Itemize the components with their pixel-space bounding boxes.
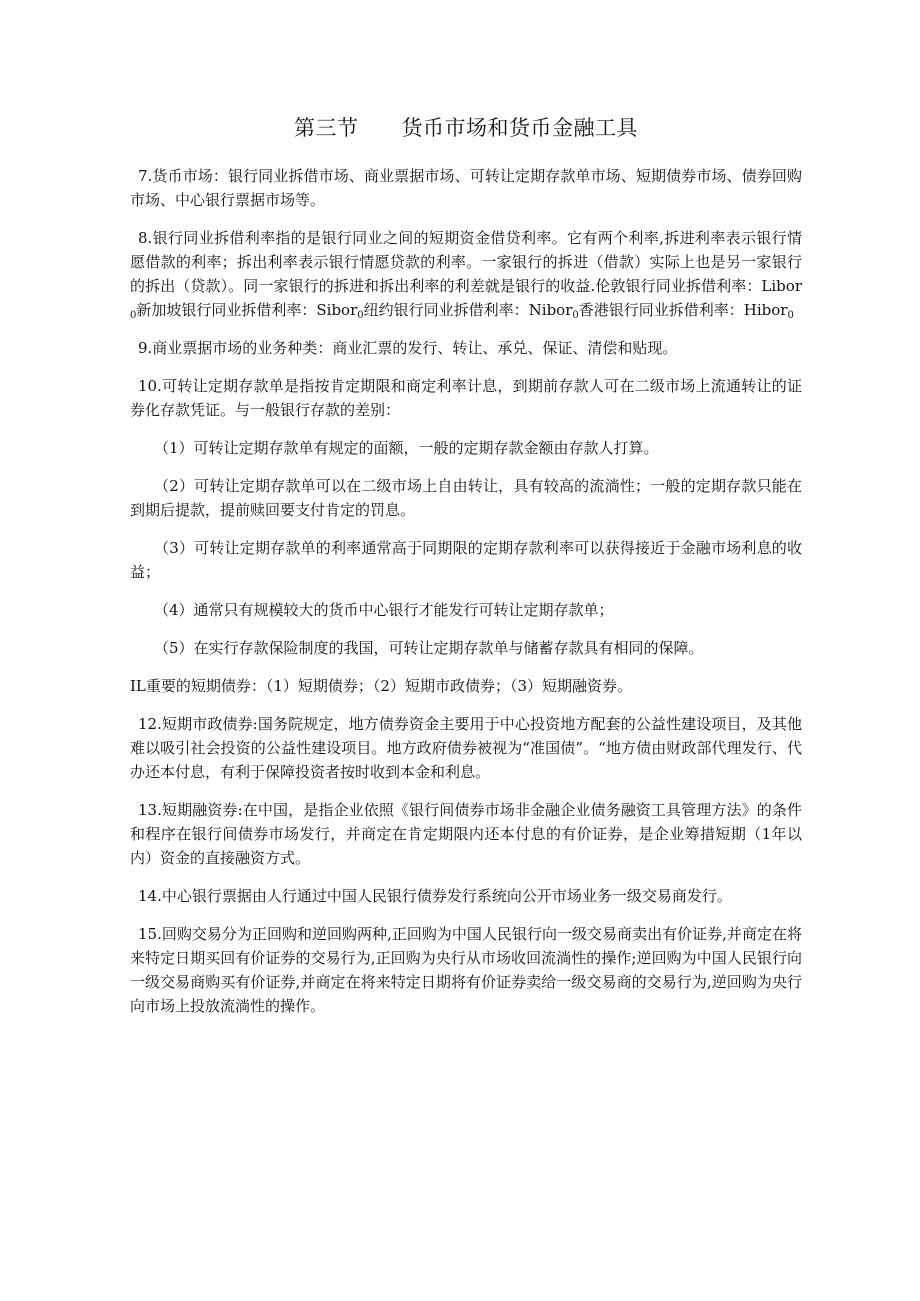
- paragraph-10-item-1: （1）可转让定期存款单有规定的面额，一般的定期存款金额由存款人打算。: [154, 439, 659, 457]
- sibor-subscript: 0: [357, 310, 364, 321]
- paragraph-8-text-c: 纽约银行同业拆借利率：Nibor: [363, 301, 573, 319]
- paragraph-12: 12.短期市政债券:国务院规定，地方债券资金主要用于中心投资地方配套的公益性建设项目，及其他难以吸引社会投资的公益性建设项目。地方政府债券被视为“准国债”。“地方债由财政部代理发行、代办还本付息，有利于保障投资者按时收到本金和利息。: [130, 715, 802, 781]
- hibor-subscript: 0: [787, 310, 794, 321]
- paragraph-7: 7.货币市场：银行同业拆借市场、商业票据市场、可转让定期存款单市场、短期债券市场、债券回购市场、中心银行票据市场等。: [130, 167, 802, 209]
- libor-subscript: 0: [130, 310, 137, 321]
- paragraph-10-item-3: （3）可转让定期存款单的利率通常高于同期限的定期存款利率可以获得接近于金融市场利息的收益；: [130, 539, 802, 581]
- paragraph-10-item-5: （5）在实行存款保险制度的我国，可转让定期存款单与储蓄存款具有相同的保障。: [154, 639, 704, 657]
- paragraph-15: 15.回购交易分为正回购和逆回购两种,正回购为中国人民银行向一级交易商卖出有价证券,并商定在将来特定日期买回有价证券的交易行为,正回购为央行从市场收回流淌性的操作;逆回购为中国人民银行向一级交易商购买有价证券,并商定在将来特定日期将有价证券卖给一级交易商的交易行为,逆回购为央行向市场上投放流淌性的操作。: [130, 925, 802, 1015]
- paragraph-9: 9.商业票据市场的业务种类：商业汇票的发行、转让、承兑、保证、清偿和贴现。: [138, 339, 678, 357]
- paragraph-8-text-b: 新加坡银行同业拆借利率：Sibor: [136, 301, 358, 319]
- nibor-subscript: 0: [572, 310, 579, 321]
- paragraph-8-text-d: 香港银行同业拆借利率：Hibor: [578, 301, 788, 319]
- paragraph-11: IL重要的短期债券：（1）短期债券；（2）短期市政债券；（3）短期融资券。: [130, 677, 633, 695]
- paragraph-14: 14.中心银行票据由人行通过中国人民银行债券发行系统向公开市场业务一级交易商发行。: [138, 887, 732, 905]
- paragraph-13: 13.短期融资券:在中国，是指企业依照《银行间债券市场非金融企业债务融资工具管理方法》的条件和程序在银行间债券市场发行，并商定在肯定期限内还本付息的有价证券，是企业筹措短期（1年以内）资金的直接融资方式。: [130, 801, 802, 867]
- paragraph-8: [130, 226, 802, 322]
- section-title: 第三节 货币市场和货币金融工具: [294, 116, 638, 140]
- paragraph-8-text-a: 8.银行同业拆借利率指的是银行同业之间的短期资金借贷利率。它有两个利率,拆进利率表示银行情愿借款的利率；拆出利率表示银行情愿贷款的利率。一家银行的拆进（借款）实际上也是另一家银行的拆出（贷款）。同一家银行的拆进和拆出利率的利差就是银行的收益.伦敦银行同业拆借利率：Libor: [130, 229, 802, 295]
- paragraph-10-item-4: （4）通常只有规模较大的货币中心银行才能发行可转让定期存款单；: [154, 601, 614, 619]
- paragraph-10-item-2: （2）可转让定期存款单可以在二级市场上自由转让，具有较高的流淌性；一般的定期存款只能在到期后提款，提前赎回要支付肯定的罚息。: [130, 477, 802, 519]
- paragraph-10: 10.可转让定期存款单是指按肯定期限和商定利率计息，到期前存款人可在二级市场上流通转让的证券化存款凭证。与一般银行存款的差别：: [130, 377, 802, 419]
